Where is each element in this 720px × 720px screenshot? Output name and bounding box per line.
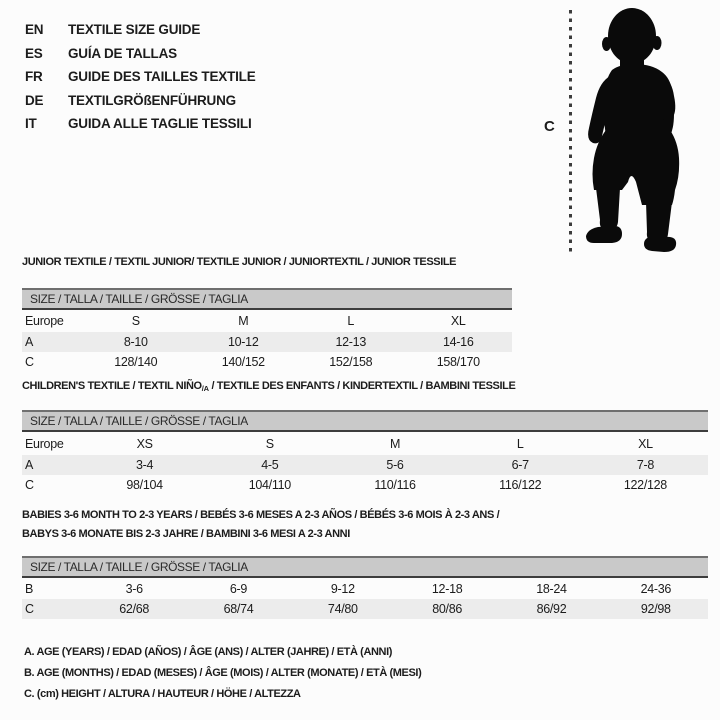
row-label: C [25, 478, 34, 492]
children-size-table [22, 410, 708, 495]
language-code: EN [25, 22, 44, 38]
height-cell: 110/116 [374, 478, 416, 492]
age-cell: 4-5 [261, 458, 279, 472]
language-row-es [25, 42, 256, 66]
age-cell: 14-16 [443, 335, 474, 349]
footnote-c: C. (cm) HEIGHT / ALTURA / HAUTEUR / HÖHE / ALTEZZA [24, 688, 301, 700]
language-label: GUIDA ALLE TAGLIE TESSILI [68, 116, 252, 132]
table-header-label: SIZE / TALLA / TAILLE / GRÖSSE / TAGLIA [30, 560, 248, 574]
table-header-bar [22, 288, 512, 310]
height-cell: 86/92 [536, 602, 567, 616]
height-cell: 68/74 [223, 602, 254, 616]
title-line: BABYS 3-6 MONATE BIS 2-3 JAHRE / BAMBINI 3-6 MESI A 2-3 ANNI [22, 527, 350, 540]
footnotes [24, 642, 421, 705]
children-section-title [22, 380, 515, 393]
height-cell: 98/104 [126, 478, 163, 492]
toddler-silhouette-icon [584, 6, 696, 254]
row-label: Europe [25, 314, 64, 328]
size-cell: M [389, 436, 401, 451]
language-row-fr [25, 65, 256, 89]
size-cell: XL [638, 436, 653, 451]
language-label: GUÍA DE TALLAS [68, 45, 177, 61]
junior-section-title: JUNIOR TEXTILE / TEXTIL JUNIOR/ TEXTILE JUNIOR / JUNIORTEXTIL / JUNIOR TESSILE [22, 256, 457, 268]
language-code: ES [25, 45, 43, 61]
row-label: A [25, 335, 34, 349]
table-row [22, 432, 708, 455]
junior-size-table [22, 288, 512, 372]
table-header-bar [22, 410, 708, 432]
title-text: / TEXTILE DES ENFANTS / KINDERTEXTIL / BAMBINI TESSILE [208, 380, 516, 392]
measure-label-c: C [544, 118, 555, 135]
title-line: BABIES 3-6 MONTH TO 2-3 YEARS / BEBÉS 3-6 MESES A 2-3 AÑOS / BÉBÉS 3-6 MOIS À 2-3 ANS / [22, 509, 500, 521]
language-row-de [25, 89, 256, 113]
row-label: C [25, 355, 34, 369]
height-cell: 92/98 [640, 602, 671, 616]
title-text: CHILDREN'S TEXTILE / TEXTIL NIÑO [22, 380, 202, 392]
table-row [22, 455, 708, 475]
age-cell: 3-6 [125, 581, 143, 596]
row-label: Europe [25, 436, 64, 451]
age-cell: 7-8 [636, 458, 654, 472]
age-cell: 12-18 [431, 581, 463, 596]
age-cell: 6-9 [229, 581, 248, 596]
row-label: A [25, 458, 34, 472]
language-code: FR [25, 69, 43, 85]
size-cell: L [516, 436, 524, 451]
age-cell: 8-10 [123, 335, 148, 349]
table-row [22, 475, 708, 495]
height-cell: 74/80 [327, 602, 358, 616]
table-row [22, 332, 512, 352]
language-label: GUIDE DES TAILLES TEXTILE [68, 69, 256, 85]
size-cell: S [131, 314, 140, 328]
age-cell: 18-24 [536, 581, 567, 596]
height-cell: 158/170 [436, 355, 480, 369]
height-cell: 116/122 [499, 478, 542, 492]
table-header-label: SIZE / TALLA / TAILLE / GRÖSSE / TAGLIA [30, 414, 248, 428]
language-label: TEXTILE SIZE GUIDE [68, 22, 201, 38]
language-label: TEXTILGRÖßENFÜHRUNG [68, 92, 236, 108]
size-cell: XL [450, 314, 466, 328]
age-cell: 6-7 [511, 458, 529, 472]
babies-size-table [22, 556, 708, 619]
height-measure-line [569, 10, 572, 256]
size-cell: XS [136, 436, 153, 451]
size-cell: L [347, 314, 355, 328]
size-cell: S [265, 436, 274, 451]
table-row [22, 352, 512, 372]
age-cell: 10-12 [228, 335, 259, 349]
title-subscript: /A [201, 384, 209, 393]
size-cell: M [238, 314, 249, 328]
language-row-en [25, 18, 256, 42]
row-label: B [25, 581, 34, 596]
language-code: DE [25, 92, 44, 108]
footnote-b: B. AGE (MONTHS) / EDAD (MESES) / ÂGE (MOIS) / ALTER (MONATE) / ETÀ (MESI) [24, 667, 422, 679]
height-cell: 122/128 [623, 478, 667, 492]
age-cell: 5-6 [386, 458, 404, 472]
age-cell: 12-13 [335, 335, 366, 349]
age-cell: 9-12 [330, 581, 355, 596]
height-cell: 140/152 [221, 355, 265, 369]
height-figure [540, 6, 715, 258]
table-row [22, 578, 708, 599]
language-code: IT [25, 116, 37, 132]
height-cell: 62/68 [119, 602, 150, 616]
language-row-it [25, 112, 256, 136]
footnote-a: A. AGE (YEARS) / EDAD (AÑOS) / ÂGE (ANS) / ALTER (JAHRE) / ETÀ (ANNI) [24, 646, 392, 658]
babies-section-title [22, 506, 499, 543]
age-cell: 24-36 [640, 581, 672, 596]
height-cell: 128/140 [114, 355, 158, 369]
row-label: C [25, 602, 34, 616]
height-cell: 104/110 [248, 478, 291, 492]
table-header-bar [22, 556, 708, 578]
table-header-label: SIZE / TALLA / TAILLE / GRÖSSE / TAGLIA [30, 292, 248, 306]
height-cell: 152/158 [329, 355, 373, 369]
table-row [22, 310, 512, 332]
height-cell: 80/86 [432, 602, 463, 616]
age-cell: 3-4 [136, 458, 154, 472]
language-list [25, 18, 256, 136]
table-row [22, 599, 708, 619]
